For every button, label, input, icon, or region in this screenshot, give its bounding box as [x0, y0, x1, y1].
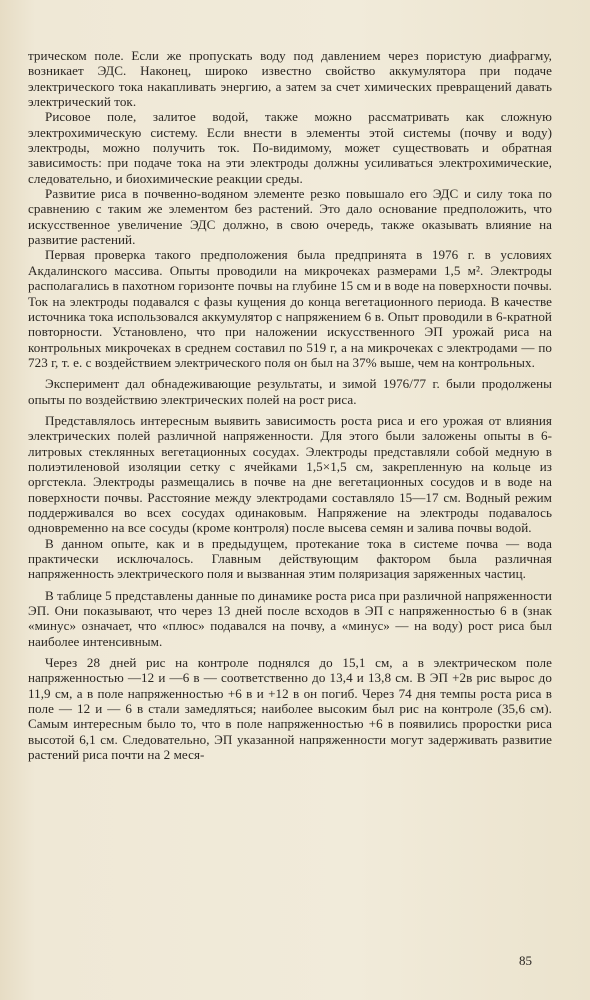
paragraph: трическом поле. Если же пропускать воду под давлением через пористую диафрагму, возникает ЭДС. Наконец, широко известно свойство аккумулятора при подаче электрического тока накапливать энергию, а затем за счет химических превращений давать электрический ток.: [28, 48, 552, 110]
page-number: 85: [519, 953, 532, 968]
paragraph: Развитие риса в почвенно-водяном элементе резко повышало его ЭДС и силу тока по сравнению с таким же элементом без растений. Это дало основание предположить, что искусственное увеличение ЭДС должно, в свою очередь, также оказывать влияние на развитие растений.: [28, 186, 552, 248]
paragraph: В таблице 5 представлены данные по динамике роста риса при различной напряженности ЭП. Они показывают, что через 13 дней после всходов в ЭП с напряженностью 6 в (знак «минус» означает, что «плюс» подавался на почву, а «минус» — на воду) рост риса был наиболее интенсивным.: [28, 587, 552, 649]
paragraph: Через 28 дней рис на контроле поднялся до 15,1 см, а в электрическом поле напряженностью —12 и —6 в — соответственно до 13,4 и 13,8 см. В ЭП +2в рис вырос до 11,9 см, а в поле напряженностью +6 в и +12 в он погиб. Через 74 дня темпы роста риса в поле — 12 и — 6 в стали замедляться; наиболее высоким был рис на контроле (35,6 см). Самым интересным было то, что в поле напряженностью +6 в появились проростки риса высотой 6,1 см. Следовательно, ЭП указанной напряженности могут задерживать развитие растений риса почти на 2 меся-: [28, 655, 552, 763]
body-text: [28, 48, 552, 762]
paragraph: В данном опыте, как и в предыдущем, протекание тока в системе почва — вода практически исключалось. Главным действующим фактором была различная напряженность электрического поля и вызванная этим поляризация заряженных частиц.: [28, 535, 552, 582]
paragraph: Эксперимент дал обнадеживающие результаты, и зимой 1976/77 г. были продолжены опыты по воздействию электрических полей на рост риса.: [28, 376, 552, 407]
paragraph: Первая проверка такого предположения была предпринята в 1976 г. в условиях Акдалинского массива. Опыты проводили на микрочеках размерами 1,5 м². Электроды располагались в пахотном горизонте почвы на глубине 15 см и в воде на поверхности почвы. Ток на электроды подавался с фазы кущения до конца вегетационного периода. В качестве источника тока использовался аккумулятор с напряжением 6 в. Опыт проводили в 6-кратной повторности. Установлено, что при наложении искусственного ЭП урожай риса на контрольных микрочеках в среднем составил по 519 г, а на микрочеках с электродами — по 723 г, т. е. с воздействием электрического поля он был на 37% выше, чем на контрольных.: [28, 247, 552, 370]
paragraph: Рисовое поле, залитое водой, также можно рассматривать как сложную электрохимическую систему. Если внести в элементы этой системы (почву и воду) электроды, можно получить ток. По-видимому, может существовать и обратная зависимость: при подаче тока на эти электроды должны усиливаться электрохимические, следовательно, и биохимические реакции среды.: [28, 109, 552, 186]
paragraph: Представлялось интересным выявить зависимость роста риса и его урожая от влияния электрических полей различной напряженности. Для этого были заложены опыты в 6-литровых стеклянных вегетационных сосудах. Электроды представляли собой медную в полиэтиленовой изоляции сетку с ячейками 1,5×1,5 см, закрепленную на кольце из оргстекла. Электроды размещались в почве на дне вегетационных сосудов и в воде на поверхности почвы. Расстояние между электродами составляло 15—17 см. Водный режим поддерживался во всех сосудах одинаковым. Напряжение на электроды подавалось одновременно на все сосуды (кроме контроля) после высева семян и залива почвы водой.: [28, 412, 552, 536]
